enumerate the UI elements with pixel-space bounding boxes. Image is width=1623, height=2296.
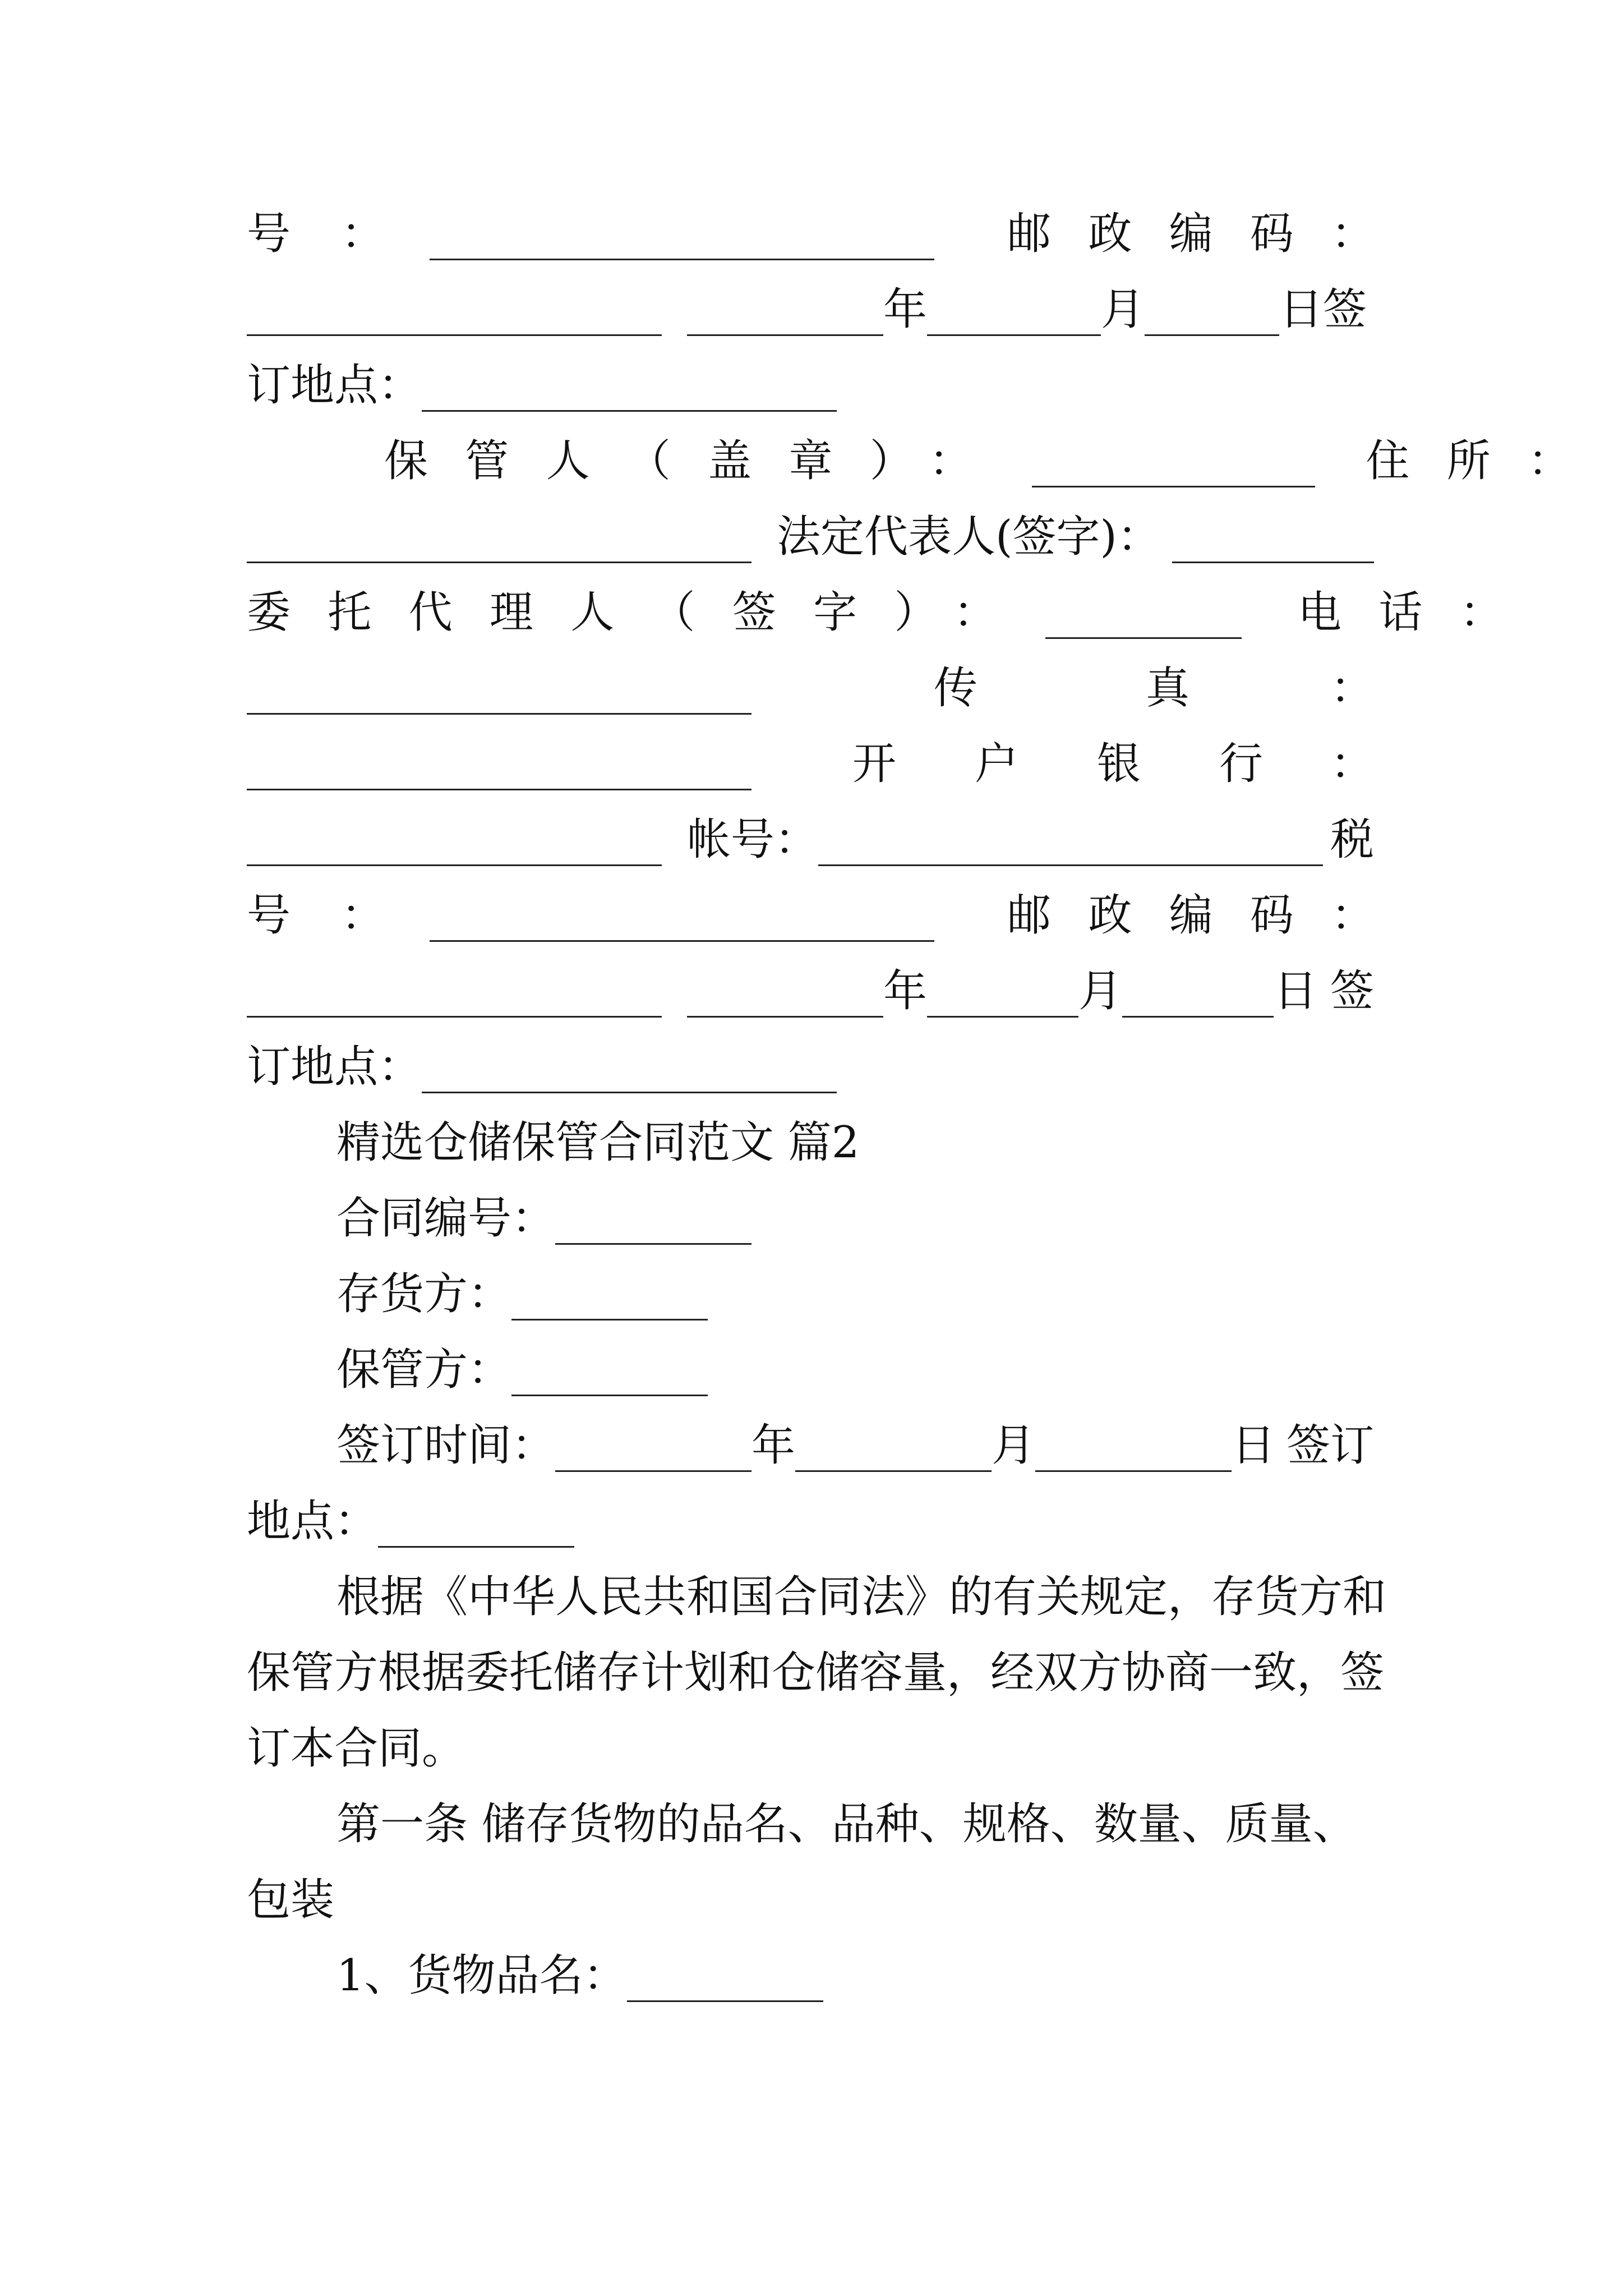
date-line-1 — [247, 278, 1374, 339]
label-year: 年 — [883, 966, 928, 1016]
postal-code-line-2 — [247, 884, 1374, 945]
label-hao: 号 — [247, 209, 291, 259]
section-heading — [336, 1111, 859, 1172]
bank-blank[interactable] — [247, 864, 662, 866]
fax-blank[interactable] — [247, 789, 751, 790]
label-postal-code: 邮政编码 — [1007, 890, 1331, 941]
label-bank-1: 开 — [852, 739, 897, 789]
legal-rep-line — [247, 505, 1374, 567]
label-month: 月 — [1101, 284, 1145, 335]
label-month: 月 — [992, 1420, 1036, 1471]
label-sign-place: 订地点： — [247, 360, 422, 411]
sign-place-line-1 — [247, 353, 837, 415]
label-agent: 委托代理人（签字）： — [247, 587, 1035, 638]
label-sign-place: 订地点： — [247, 1042, 422, 1092]
article-title-cont: 包装 — [247, 1875, 335, 1925]
label-month: 月 — [1078, 966, 1123, 1016]
month-blank[interactable] — [927, 1016, 1078, 1018]
account-blank[interactable] — [818, 864, 1323, 866]
article-heading-cont — [247, 1868, 334, 1930]
label-bank-3: 银 — [1097, 739, 1141, 789]
label-year: 年 — [751, 1420, 796, 1471]
label-depositor: 存货方： — [336, 1269, 512, 1319]
postal-code-blank[interactable] — [247, 334, 662, 336]
postal-code-line-1 — [247, 202, 1374, 264]
label-place: 地点： — [247, 1496, 379, 1547]
sign-place-blank[interactable] — [422, 410, 837, 412]
label-bank-2: 户 — [975, 739, 1019, 789]
year-blank[interactable] — [555, 1470, 751, 1472]
paragraph-text: 根据《中华人民共和国合同法》的有关规定，存货方和 — [336, 1572, 1387, 1622]
label-keeper: 保管方： — [336, 1345, 512, 1395]
article-heading — [336, 1792, 1374, 1854]
contract-number-blank[interactable] — [555, 1243, 751, 1245]
label-bank-4: 行 — [1219, 739, 1264, 789]
colon: ： — [1331, 890, 1375, 941]
label-sign: 签订 — [1286, 1420, 1374, 1471]
day-blank[interactable] — [1035, 1470, 1232, 1472]
label-tax: 税 — [1330, 815, 1374, 865]
day-blank[interactable] — [1122, 1016, 1274, 1018]
agent-line — [247, 581, 1504, 642]
label-year: 年 — [883, 284, 928, 335]
date-line-2 — [247, 959, 1374, 1021]
depositor-line — [336, 1262, 708, 1324]
colon: ： — [1459, 587, 1504, 638]
paragraph-text: 保管方根据委托储存计划和仓储容量，经双方协商一致，签 — [247, 1648, 1385, 1698]
label-address: 住所 — [1366, 436, 1528, 486]
colon: ： — [341, 890, 385, 941]
month-blank[interactable] — [927, 334, 1101, 336]
paragraph-line — [336, 1565, 1387, 1627]
custodian-blank[interactable] — [1032, 486, 1315, 487]
year-blank[interactable] — [687, 334, 883, 336]
year-blank[interactable] — [687, 1016, 883, 1018]
sign-place-blank[interactable] — [422, 1092, 837, 1093]
paragraph-text: 订本合同。 — [247, 1723, 466, 1774]
colon: ： — [341, 209, 385, 259]
label-hao: 号 — [247, 890, 291, 941]
tax-number-blank[interactable] — [430, 259, 934, 260]
address-blank[interactable] — [247, 562, 751, 563]
agent-blank[interactable] — [1045, 637, 1242, 639]
phone-blank[interactable] — [247, 713, 751, 715]
sign-place-line-2 — [247, 1035, 837, 1097]
month-blank[interactable] — [795, 1470, 992, 1472]
label-postal-code: 邮政编码 — [1007, 209, 1331, 259]
label-sign: 签 — [1323, 284, 1367, 335]
colon: ： — [1330, 739, 1374, 789]
label-fax-2: 真 — [1146, 663, 1190, 714]
label-fax-1: 传 — [934, 663, 978, 714]
colon: ： — [1330, 663, 1374, 714]
contract-number-line — [336, 1186, 751, 1248]
label-goods-name: 1、货物品名： — [336, 1950, 627, 2001]
postal-code-blank[interactable] — [247, 1016, 662, 1018]
keeper-blank[interactable] — [511, 1395, 708, 1396]
keeper-line — [336, 1338, 708, 1400]
depositor-blank[interactable] — [511, 1319, 708, 1320]
label-account: 帐号： — [687, 815, 819, 865]
label-contract-number: 合同编号： — [336, 1193, 556, 1244]
label-day: 日 — [1274, 966, 1318, 1016]
label-sign: 签 — [1330, 966, 1374, 1016]
label-sign-date: 签订时间： — [336, 1420, 556, 1471]
goods-name-line — [336, 1944, 823, 2005]
day-blank[interactable] — [1145, 334, 1279, 336]
place-line — [247, 1489, 574, 1551]
colon: ： — [1528, 436, 1572, 486]
colon: ： — [1331, 209, 1375, 259]
label-day: 日 — [1279, 284, 1324, 335]
bank-line — [247, 732, 1374, 794]
paragraph-line — [247, 1641, 1385, 1703]
section-title: 精选仓储保管合同范文 篇2 — [336, 1117, 860, 1168]
fax-line — [247, 656, 1374, 718]
tax-number-blank[interactable] — [430, 940, 934, 942]
label-day: 日 — [1232, 1420, 1276, 1471]
legal-rep-blank[interactable] — [1172, 562, 1374, 563]
article-title: 第一条 储存货物的品名、品种、规格、数量、质量、 — [336, 1799, 1357, 1849]
account-line — [247, 808, 1374, 869]
sign-date-line — [336, 1414, 1374, 1475]
label-legal-rep: 法定代表人(签字)： — [777, 512, 1161, 562]
custodian-line — [384, 429, 1572, 491]
label-phone: 电话 — [1298, 587, 1460, 638]
label-custodian-seal: 保管人（盖章）： — [384, 436, 1010, 486]
place-blank[interactable] — [378, 1546, 574, 1548]
paragraph-line — [247, 1717, 465, 1778]
goods-name-blank[interactable] — [627, 2000, 823, 2002]
